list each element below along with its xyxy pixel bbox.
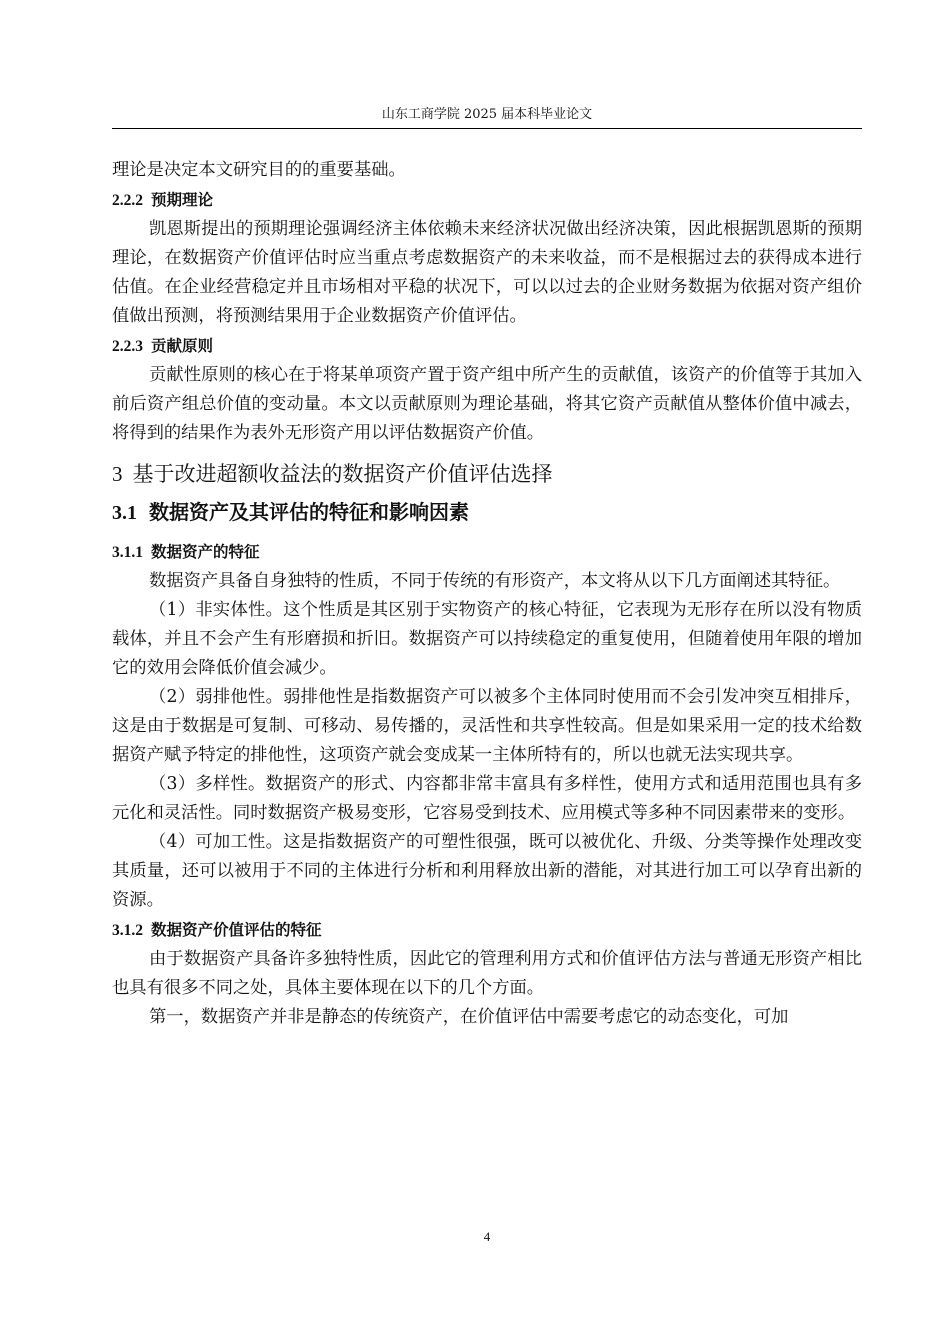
header-rule: [112, 128, 862, 129]
section-heading-2-2-3: [112, 331, 862, 361]
page-body: [112, 156, 862, 1032]
paragraph: 数据资产具备自身独特的性质，不同于传统的有形资产，本文将从以下几方面阐述其特征。: [149, 571, 841, 591]
chapter-title: 基于改进超额收益法的数据资产价值评估选择: [132, 462, 553, 486]
paragraph: 贡献性原则的核心在于将某单项资产置于资产组中所产生的贡献值，该资产的价值等于其加入前后资产组总价值的变动量。本文以贡献原则为理论基础，将其它资产贡献值从整体价值中减去，将得到的结果作为表外无形资产用以评估数据资产价值。: [112, 365, 862, 443]
paragraph: 第一，数据资产并非是静态的传统资产，在价值评估中需要考虑它的动态变化，可加: [149, 1007, 789, 1027]
paragraph: 由于数据资产具备许多独特性质，因此它的管理利用方式和价值评估方法与普通无形资产相比也具有很多不同之处，具体主要体现在以下的几个方面。: [112, 949, 862, 998]
chapter-heading-3: [112, 458, 862, 490]
section-title: 贡献原则: [151, 336, 214, 355]
section-number: 3.1.2: [112, 922, 143, 939]
section-heading-3-1-2: [112, 915, 862, 945]
paragraph: （1）非实体性。这个性质是其区别于实物资产的核心特征，它表现为无形存在所以没有物质载体，并且不会产生有形磨损和折旧。数据资产可以持续稳定的重复使用，但随着使用年限的增加它的效用会降低价值会减少。: [112, 600, 862, 678]
section-title: 数据资产及其评估的特征和影响因素: [149, 500, 469, 524]
running-header: 山东工商学院 2025 届本科毕业论文: [381, 107, 593, 122]
section-number: 2.2.2: [112, 192, 143, 209]
section-number: 3.1.1: [112, 544, 143, 561]
section-number: 3.1: [112, 502, 137, 524]
paragraph: （4）可加工性。这是指数据资产的可塑性很强，既可以被优化、升级、分类等操作处理改变其质量，还可以被用于不同的主体进行分析和利用释放出新的潜能，对其进行加工可以孕育出新的资源。: [112, 832, 862, 910]
paragraph: 理论是决定本文研究目的的重要基础。: [112, 160, 406, 180]
paragraph: 凯恩斯提出的预期理论强调经济主体依赖未来经济状况做出经济决策，因此根据凯恩斯的预期理论，在数据资产价值评估时应当重点考虑数据资产的未来收益，而不是根据过去的获得成本进行估值。在企业经营稳定并且市场相对平稳的状况下，可以以过去的企业财务数据为依据对资产组价值做出预测，将预测结果用于企业数据资产价值评估。: [112, 219, 862, 326]
section-title: 数据资产价值评估的特征: [151, 920, 322, 939]
section-number: 2.2.3: [112, 338, 143, 355]
section-title: 数据资产的特征: [151, 542, 260, 561]
section-heading-2-2-2: [112, 185, 862, 215]
section-title: 预期理论: [151, 190, 214, 209]
section-heading-3-1: [112, 496, 862, 529]
page-number: 4: [483, 1229, 491, 1244]
chapter-number: 3: [112, 462, 123, 486]
paragraph: （3）多样性。数据资产的形式、内容都非常丰富具有多样性，使用方式和适用范围也具有多元化和灵活性。同时数据资产极易变形，它容易受到技术、应用模式等多种不同因素带来的变形。: [112, 774, 862, 823]
section-heading-3-1-1: [112, 537, 862, 567]
paragraph: （2）弱排他性。弱排他性是指数据资产可以被多个主体同时使用而不会引发冲突互相排斥，这是由于数据是可复制、可移动、易传播的，灵活性和共享性较高。但是如果采用一定的技术给数据资产赋予特定的排他性，这项资产就会变成某一主体所特有的，所以也就无法实现共享。: [112, 687, 862, 765]
